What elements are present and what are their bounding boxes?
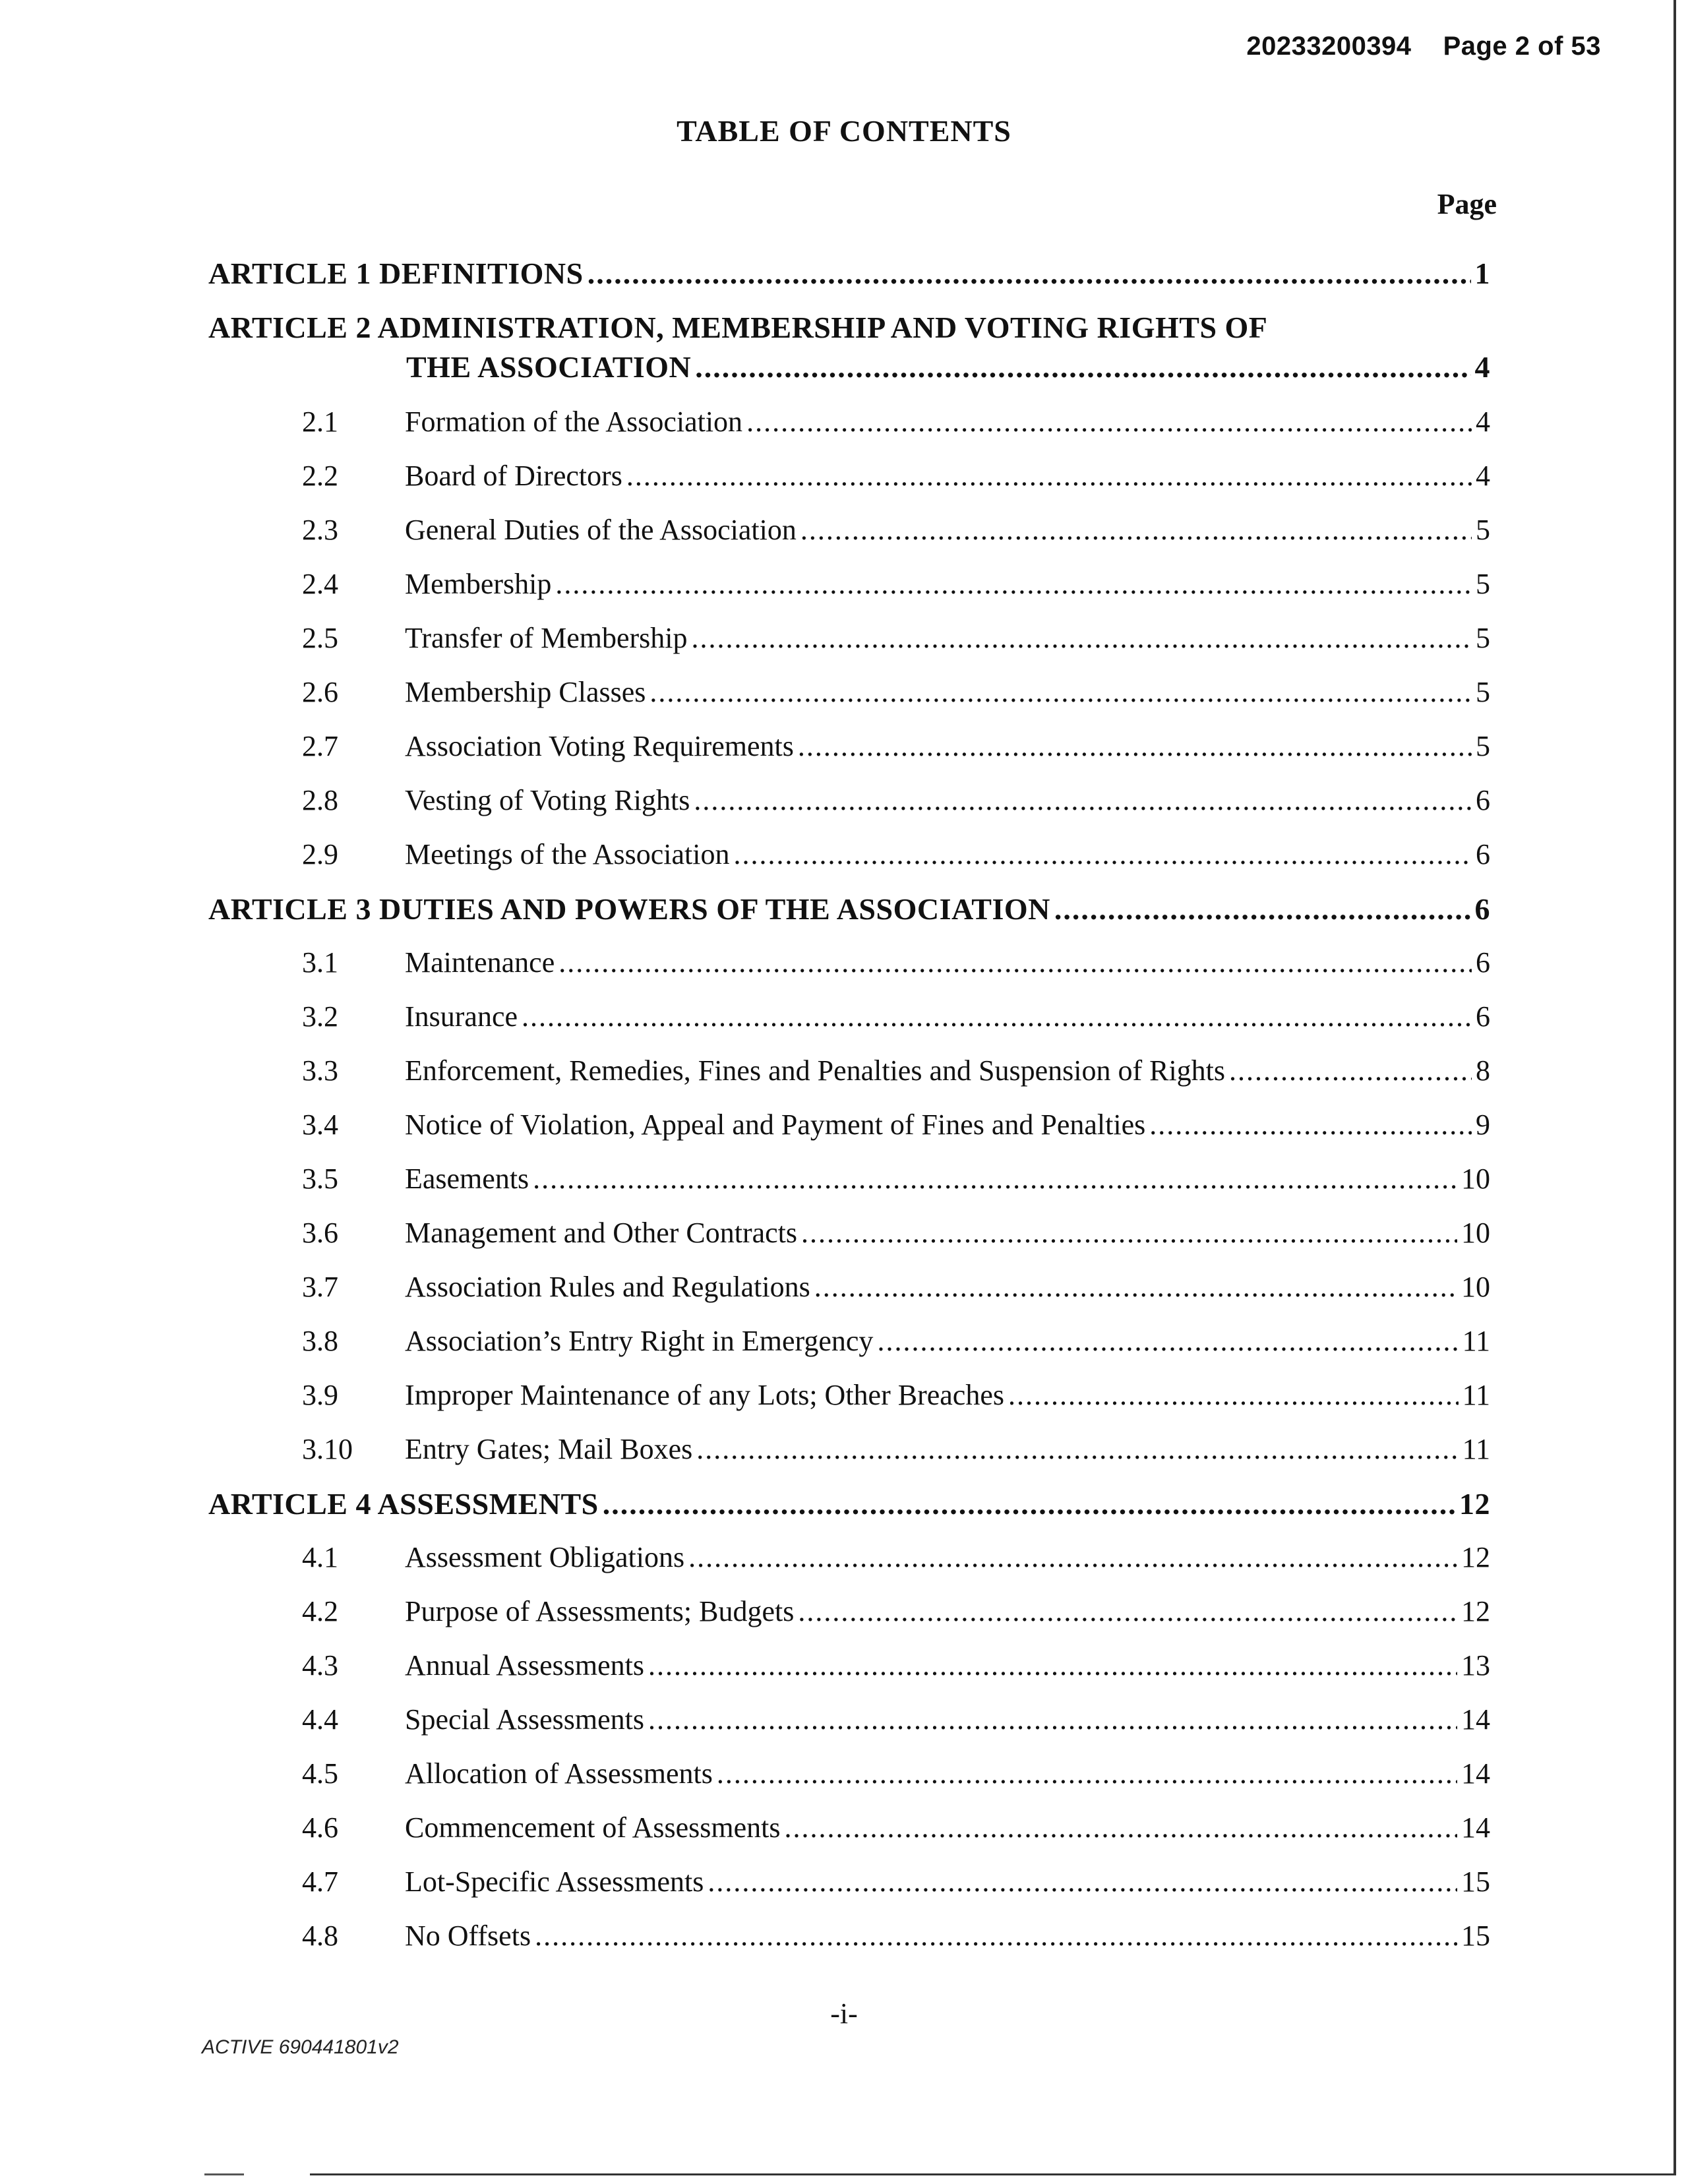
toc-entry-3-4[interactable] bbox=[302, 1108, 1490, 1141]
toc-entry-title: Improper Maintenance of any Lots; Other Breaches bbox=[405, 1379, 1004, 1411]
toc-entry-4-1[interactable] bbox=[302, 1540, 1490, 1574]
dot-leader bbox=[649, 675, 1472, 709]
dot-leader bbox=[801, 1216, 1457, 1250]
toc-entry-page: 13 bbox=[1461, 1649, 1490, 1682]
section-number: 4.6 bbox=[302, 1811, 338, 1844]
toc-entry-page: 5 bbox=[1476, 514, 1490, 546]
toc-entry-title: Enforcement, Remedies, Fines and Penalties and Suspension of Rights bbox=[405, 1054, 1226, 1087]
section-number: 3.3 bbox=[302, 1054, 338, 1087]
toc-entry-page: 6 bbox=[1474, 892, 1490, 926]
dot-leader bbox=[785, 1811, 1458, 1844]
section-number: 4.1 bbox=[302, 1541, 338, 1573]
toc-entry-title: Association Voting Requirements bbox=[405, 730, 794, 762]
toc-entry-page: 4 bbox=[1476, 460, 1490, 492]
toc-entry-page: 12 bbox=[1461, 1541, 1490, 1573]
dot-leader bbox=[695, 349, 1470, 384]
dot-leader bbox=[717, 1757, 1457, 1790]
toc-entry-title: Allocation of Assessments bbox=[405, 1757, 713, 1790]
toc-entry-title: THE ASSOCIATION bbox=[406, 350, 692, 384]
toc-entry-4-4[interactable] bbox=[302, 1703, 1490, 1736]
toc-entry-title: ARTICLE 3 DUTIES AND POWERS OF THE ASSOCIATION bbox=[208, 892, 1050, 926]
dot-leader bbox=[814, 1270, 1457, 1304]
toc-entry-article-2[interactable] bbox=[406, 349, 1490, 384]
dot-leader bbox=[588, 256, 1471, 291]
bottom-scan-rule-left bbox=[204, 2173, 244, 2175]
toc-entry-2-7[interactable] bbox=[302, 729, 1490, 763]
toc-entry-4-6[interactable] bbox=[302, 1811, 1490, 1844]
toc-entry-2-9[interactable] bbox=[302, 837, 1490, 871]
toc-entry-page: 11 bbox=[1462, 1379, 1490, 1411]
toc-entry-page: 11 bbox=[1462, 1325, 1490, 1357]
document-number: 20233200394 bbox=[1246, 32, 1412, 61]
section-number: 3.2 bbox=[302, 1000, 338, 1033]
toc-entry-page: 4 bbox=[1474, 350, 1490, 384]
toc-entry-4-8[interactable] bbox=[302, 1919, 1490, 1953]
section-number: 2.9 bbox=[302, 838, 338, 870]
toc-entry-4-3[interactable] bbox=[302, 1649, 1490, 1682]
dot-leader bbox=[555, 567, 1472, 601]
page-header bbox=[1246, 32, 1601, 61]
dot-leader bbox=[746, 405, 1472, 439]
section-number: 2.6 bbox=[302, 676, 338, 708]
section-number: 4.3 bbox=[302, 1649, 338, 1682]
dot-leader bbox=[522, 1000, 1472, 1033]
toc-entry-3-8[interactable] bbox=[302, 1324, 1490, 1358]
dot-leader bbox=[1149, 1108, 1472, 1141]
toc-entry-page: 6 bbox=[1476, 784, 1490, 816]
toc-entry-article-3[interactable] bbox=[208, 892, 1490, 926]
toc-entry-page: 14 bbox=[1461, 1703, 1490, 1736]
section-number: 4.7 bbox=[302, 1866, 338, 1898]
dot-leader bbox=[1008, 1378, 1459, 1412]
toc-entry-page: 14 bbox=[1461, 1811, 1490, 1844]
toc-entry-page: 10 bbox=[1461, 1271, 1490, 1303]
section-number: 4.2 bbox=[302, 1595, 338, 1627]
dot-leader bbox=[877, 1324, 1458, 1358]
toc-entry-2-6[interactable] bbox=[302, 675, 1490, 709]
toc-entry-title: Vesting of Voting Rights bbox=[405, 784, 690, 816]
toc-entry-3-9[interactable] bbox=[302, 1378, 1490, 1412]
toc-entry-3-3[interactable] bbox=[302, 1054, 1490, 1087]
section-number: 2.3 bbox=[302, 514, 338, 546]
dot-leader bbox=[533, 1162, 1457, 1196]
section-number: 3.5 bbox=[302, 1163, 338, 1195]
toc-entry-article-4[interactable] bbox=[208, 1486, 1490, 1521]
page-column-label: Page bbox=[1437, 188, 1497, 220]
toc-entry-2-4[interactable] bbox=[302, 567, 1490, 601]
toc-entry-title: Special Assessments bbox=[405, 1703, 644, 1736]
toc-entry-page: 11 bbox=[1462, 1433, 1490, 1465]
toc-entry-2-2[interactable] bbox=[302, 459, 1490, 493]
toc-entry-page: 10 bbox=[1461, 1163, 1490, 1195]
dot-leader bbox=[734, 837, 1472, 871]
toc-entry-article-1[interactable] bbox=[208, 256, 1490, 291]
toc-entry-3-6[interactable] bbox=[302, 1216, 1490, 1250]
page-indicator: Page 2 of 53 bbox=[1443, 32, 1601, 61]
toc-entry-article-2-line1[interactable]: ARTICLE 2 ADMINISTRATION, MEMBERSHIP AND VOTING RIGHTS OF bbox=[208, 311, 1268, 344]
bottom-scan-rule bbox=[310, 2173, 1676, 2175]
toc-entry-page: 5 bbox=[1476, 676, 1490, 708]
toc-entry-page: 4 bbox=[1476, 406, 1490, 438]
dot-leader bbox=[692, 621, 1472, 655]
toc-entry-title: No Offsets bbox=[405, 1920, 531, 1952]
toc-entry-title: Transfer of Membership bbox=[405, 622, 688, 654]
section-number: 2.4 bbox=[302, 568, 338, 600]
toc-entry-page: 5 bbox=[1476, 730, 1490, 762]
dot-leader bbox=[798, 729, 1472, 763]
toc-entry-3-5[interactable] bbox=[302, 1162, 1490, 1196]
toc-entry-title: Association Rules and Regulations bbox=[405, 1271, 810, 1303]
toc-entry-title: Association’s Entry Right in Emergency bbox=[405, 1325, 874, 1357]
section-number: 3.7 bbox=[302, 1271, 338, 1303]
toc-entry-page: 8 bbox=[1476, 1054, 1490, 1087]
section-number: 2.8 bbox=[302, 784, 338, 816]
toc-entry-page: 10 bbox=[1461, 1217, 1490, 1249]
toc-entry-2-3[interactable] bbox=[302, 513, 1490, 547]
toc-entry-4-5[interactable] bbox=[302, 1757, 1490, 1790]
toc-entry-page: 5 bbox=[1476, 622, 1490, 654]
toc-entry-title: Membership Classes bbox=[405, 676, 646, 708]
section-number: 3.9 bbox=[302, 1379, 338, 1411]
dot-leader bbox=[688, 1540, 1457, 1574]
dot-leader bbox=[694, 783, 1472, 817]
dot-leader bbox=[800, 513, 1472, 547]
toc-entry-title: Assessment Obligations bbox=[405, 1541, 685, 1573]
toc-entry-title: Commencement of Assessments bbox=[405, 1811, 781, 1844]
section-number: 3.8 bbox=[302, 1325, 338, 1357]
toc-entry-page: 14 bbox=[1461, 1757, 1490, 1790]
toc-entry-title: Notice of Violation, Appeal and Payment of Fines and Penalties bbox=[405, 1108, 1146, 1141]
toc-entry-page: 1 bbox=[1474, 257, 1490, 290]
toc-entry-title: Board of Directors bbox=[405, 460, 622, 492]
page-edge-rule bbox=[1673, 0, 1676, 2173]
toc-entry-title: ARTICLE 4 ASSESSMENTS bbox=[208, 1487, 599, 1521]
toc-entry-title: General Duties of the Association bbox=[405, 514, 797, 546]
toc-entry-title: Insurance bbox=[405, 1000, 518, 1033]
toc-entry-title: Meetings of the Association bbox=[405, 838, 730, 870]
dot-leader bbox=[558, 946, 1472, 979]
section-number: 2.5 bbox=[302, 622, 338, 654]
toc-entry-title: Annual Assessments bbox=[405, 1649, 644, 1682]
toc-entry-page: 6 bbox=[1476, 838, 1490, 870]
toc-entry-page: 5 bbox=[1476, 568, 1490, 600]
toc-entry-3-2[interactable] bbox=[302, 1000, 1490, 1033]
dot-leader bbox=[1054, 892, 1471, 926]
section-number: 3.6 bbox=[302, 1217, 338, 1249]
dot-leader bbox=[1229, 1054, 1472, 1087]
page-title: TABLE OF CONTENTS bbox=[677, 114, 1011, 148]
section-number: 2.1 bbox=[302, 406, 338, 438]
toc-entry-title: ARTICLE 1 DEFINITIONS bbox=[208, 257, 584, 290]
dot-leader bbox=[535, 1919, 1457, 1953]
toc-entry-page: 12 bbox=[1459, 1487, 1490, 1521]
toc-entry-title: Entry Gates; Mail Boxes bbox=[405, 1433, 693, 1465]
toc-entry-4-7[interactable] bbox=[302, 1865, 1490, 1898]
toc-entry-4-2[interactable] bbox=[302, 1594, 1490, 1628]
dot-leader bbox=[648, 1649, 1457, 1682]
footer-page-number: -i- bbox=[830, 1997, 858, 2030]
dot-leader bbox=[696, 1432, 1458, 1466]
dot-leader bbox=[708, 1865, 1457, 1898]
toc-entry-title: Lot-Specific Assessments bbox=[405, 1866, 704, 1898]
toc-entry-page: 12 bbox=[1461, 1595, 1490, 1627]
footer-document-id: ACTIVE 690441801v2 bbox=[202, 2036, 399, 2058]
section-number: 3.1 bbox=[302, 946, 338, 979]
toc-entry-page: 6 bbox=[1476, 946, 1490, 979]
toc-entry-2-1[interactable] bbox=[302, 405, 1490, 439]
toc-entry-2-5[interactable] bbox=[302, 621, 1490, 655]
toc-entry-title: Purpose of Assessments; Budgets bbox=[405, 1595, 795, 1627]
section-number: 2.2 bbox=[302, 460, 338, 492]
toc-entry-title: Formation of the Association bbox=[405, 406, 743, 438]
toc-entry-2-8[interactable] bbox=[302, 783, 1490, 817]
section-number: 4.4 bbox=[302, 1703, 338, 1736]
section-number: 2.7 bbox=[302, 730, 338, 762]
section-number: 4.8 bbox=[302, 1920, 338, 1952]
section-number: 3.10 bbox=[302, 1433, 353, 1465]
dot-leader bbox=[798, 1594, 1457, 1628]
dot-leader bbox=[603, 1486, 1455, 1521]
toc-entry-page: 9 bbox=[1476, 1108, 1490, 1141]
toc-entry-title: Maintenance bbox=[405, 946, 555, 979]
toc-entry-3-10[interactable] bbox=[302, 1432, 1490, 1466]
toc-entry-title: Membership bbox=[405, 568, 552, 600]
dot-leader bbox=[648, 1703, 1457, 1736]
toc-entry-3-7[interactable] bbox=[302, 1270, 1490, 1304]
dot-leader bbox=[626, 459, 1472, 493]
toc-entry-title: Management and Other Contracts bbox=[405, 1217, 798, 1249]
section-number: 3.4 bbox=[302, 1108, 338, 1141]
toc-entry-page: 15 bbox=[1461, 1866, 1490, 1898]
toc-entry-title: Easements bbox=[405, 1163, 529, 1195]
toc-entry-page: 6 bbox=[1476, 1000, 1490, 1033]
section-number: 4.5 bbox=[302, 1757, 338, 1790]
toc-entry-3-1[interactable] bbox=[302, 946, 1490, 979]
toc-entry-page: 15 bbox=[1461, 1920, 1490, 1952]
